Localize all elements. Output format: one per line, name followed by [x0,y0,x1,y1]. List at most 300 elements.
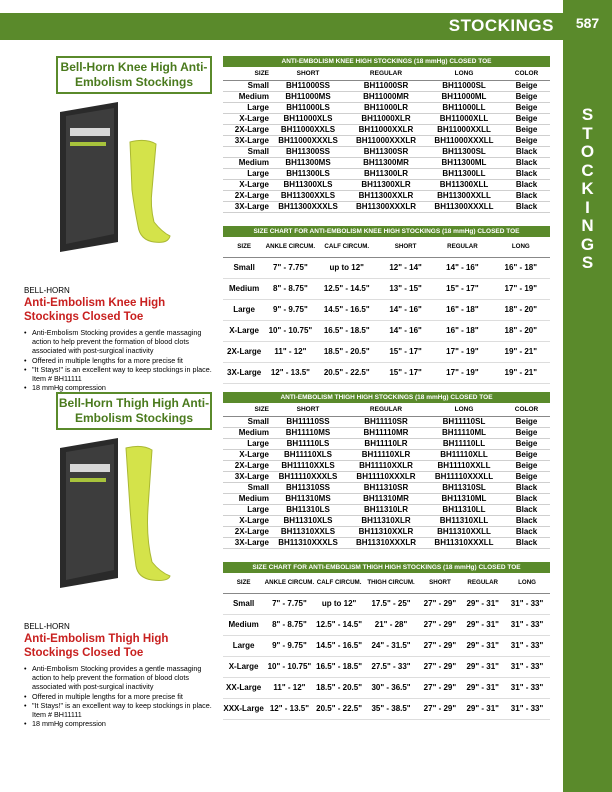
order-cell: Beige [503,417,550,428]
order-cell: Small [223,483,269,494]
order-cell: 2X-Large [223,527,269,538]
side-letter: N [581,216,594,235]
order-cell: BH11000XXXLS [269,136,347,147]
size-cell: 12" - 14" [378,257,433,278]
size-cell: 27" - 29" [419,698,462,719]
order-cell: X-Large [223,516,269,527]
order-cell: BH11310ML [425,494,503,505]
order-cell: BH11110XXLS [269,461,347,472]
feature-item: • 18 mmHg compression [24,383,214,392]
order-header-cell: LONG [425,403,503,417]
feature-list [24,664,214,728]
order-cell: BH11000SL [425,81,503,92]
order-cell: Large [223,505,269,516]
size-cell: 7" - 7.75" [264,593,314,614]
size-chart-caption: SIZE CHART FOR ANTI-EMBOLISM THIGH HIGH STOCKINGS (18 mmHg) CLOSED TOE [223,562,550,573]
size-cell: 27.5" - 33" [364,656,419,677]
order-cell: BH11300LL [425,169,503,180]
order-cell: 2X-Large [223,461,269,472]
order-cell: BH11310LL [425,505,503,516]
size-cell: 8" - 8.75" [264,614,314,635]
order-row [223,103,550,114]
order-header-cell: COLOR [503,67,550,81]
product-image [56,438,174,593]
size-cell: 18" - 20" [492,299,550,320]
order-cell: BH11110XXXLS [269,472,347,483]
order-cell: 2X-Large [223,191,269,202]
order-cell: BH11310XXLL [425,527,503,538]
order-cell: BH11310XXXLL [425,538,503,549]
order-cell: 3X-Large [223,538,269,549]
order-cell: BH11000LL [425,103,503,114]
size-header-cell: CALF CIRCUM. [316,237,378,257]
order-cell: BH11110XXXLR [347,472,425,483]
size-cell: Large [223,299,265,320]
order-cell: BH11110MS [269,428,347,439]
order-cell: BH11310XXXLS [269,538,347,549]
order-cell: BH11310XXLS [269,527,347,538]
order-cell: Large [223,169,269,180]
size-cell: 3X-Large [223,362,265,383]
order-caption: ANTI-EMBOLISM THIGH HIGH STOCKINGS (18 mmHg) CLOSED TOE [223,392,550,403]
size-cell: 31" - 33" [504,656,550,677]
size-cell: 31" - 33" [504,698,550,719]
size-cell: 20.5" - 22.5" [316,362,378,383]
order-row [223,191,550,202]
order-header-cell: COLOR [503,403,550,417]
size-header-cell: CALF CIRCUM. [315,573,364,593]
order-cell: Black [503,483,550,494]
order-cell: Beige [503,461,550,472]
brand-label: BELL-HORN [24,622,70,631]
size-header-cell: SIZE [223,237,265,257]
size-row [223,614,550,635]
size-row [223,635,550,656]
order-cell: BH11110XXLR [347,461,425,472]
size-chart-table [223,562,550,720]
order-cell: Medium [223,158,269,169]
size-cell: Medium [223,614,264,635]
product-box-image [56,438,174,588]
order-header-cell: SIZE [223,403,269,417]
section-title: STOCKINGS [448,16,554,35]
order-caption-row [223,392,550,403]
size-cell: 10" - 10.75" [264,656,314,677]
size-chart-caption: SIZE CHART FOR ANTI-EMBOLISM KNEE HIGH STOCKINGS (18 mmHg) CLOSED TOE [223,226,550,237]
product-title: Bell-Horn Thigh High Anti-Embolism Stockings [56,392,212,430]
order-cell: BH11110SR [347,417,425,428]
order-cell: BH11300XXLR [347,191,425,202]
order-cell: Black [503,494,550,505]
order-row [223,158,550,169]
feature-list [24,328,214,392]
order-cell: BH11000SR [347,81,425,92]
order-cell: Beige [503,472,550,483]
size-cell: 7" - 7.75" [265,257,315,278]
order-cell: BH11310MS [269,494,347,505]
size-row [223,278,550,299]
order-row [223,428,550,439]
size-cell: 14" - 16" [433,257,491,278]
order-cell: Beige [503,81,550,92]
order-cell: Black [503,202,550,213]
size-cell: Small [223,257,265,278]
order-cell: Black [503,180,550,191]
product-image [56,102,174,257]
feature-item: • Offered in multiple lengths for a more precise fit [24,356,214,365]
order-cell: BH11110LL [425,439,503,450]
order-cell: BH11000XXXLR [347,136,425,147]
size-cell: 14" - 16" [378,299,433,320]
size-cell: 27" - 29" [419,656,462,677]
size-cell: 24" - 31.5" [364,635,419,656]
size-caption-row [223,226,550,237]
order-cell: Black [503,516,550,527]
order-cell: Beige [503,136,550,147]
size-row [223,299,550,320]
order-cell: BH11110LR [347,439,425,450]
order-cell: BH11000MS [269,92,347,103]
order-cell: BH11300XXXLS [269,202,347,213]
order-row [223,417,550,428]
order-header-cell: REGULAR [347,403,425,417]
size-cell: 17" - 19" [492,278,550,299]
size-cell: 19" - 21" [492,341,550,362]
size-cell: 27" - 29" [419,614,462,635]
size-cell: 16.5" - 18.5" [315,656,364,677]
order-table [223,392,550,549]
order-row [223,483,550,494]
size-cell: 17.5" - 25" [364,593,419,614]
order-cell: Large [223,103,269,114]
order-cell: BH11310XXXLR [347,538,425,549]
vertical-section-label [563,106,612,273]
order-cell: BH11310LS [269,505,347,516]
size-cell: 27" - 29" [419,635,462,656]
size-cell: 12" - 13.5" [265,362,315,383]
size-cell: 31" - 33" [504,635,550,656]
size-cell: 10" - 10.75" [265,320,315,341]
size-cell: 11" - 12" [265,341,315,362]
size-cell: XX-Large [223,677,264,698]
order-cell: BH11310XXLR [347,527,425,538]
page-number: 587 [575,15,600,31]
size-cell: 20.5" - 22.5" [315,698,364,719]
order-row [223,136,550,147]
size-header-row [223,237,550,257]
order-cell: BH11110LS [269,439,347,450]
size-row [223,362,550,383]
order-cell: BH11310XLR [347,516,425,527]
size-cell: 8" - 8.75" [265,278,315,299]
size-row [223,257,550,278]
feature-item: • Anti-Embolism Stocking provides a gentle massaging action to help prevent the formation of blood clots associated with post-surgical inactivity [24,328,214,356]
size-cell: X-Large [223,320,265,341]
order-cell: BH11300XXXLR [347,202,425,213]
order-cell: BH11000MR [347,92,425,103]
size-cell: 14" - 16" [378,320,433,341]
order-cell: BH11300SL [425,147,503,158]
order-cell: Small [223,147,269,158]
side-letter: C [581,160,594,180]
size-cell: 31" - 33" [504,593,550,614]
section-sidebar [563,0,612,792]
order-cell: BH11110SS [269,417,347,428]
order-row [223,516,550,527]
size-row [223,656,550,677]
order-cell: BH11310SS [269,483,347,494]
size-cell: 29" - 31" [461,635,504,656]
product-title: Bell-Horn Knee High Anti-Embolism Stockings [56,56,212,94]
size-header-cell: ANKLE CIRCUM. [264,573,314,593]
size-header-cell: THIGH CIRCUM. [364,573,419,593]
size-caption-row [223,562,550,573]
size-header-cell: SIZE [223,573,264,593]
order-header-cell: SIZE [223,67,269,81]
order-cell: X-Large [223,180,269,191]
order-cell: BH11000XXLR [347,125,425,136]
order-row [223,92,550,103]
size-row [223,593,550,614]
size-cell: 31" - 33" [504,614,550,635]
order-caption-row [223,56,550,67]
size-cell: 15" - 17" [378,362,433,383]
order-cell: Black [503,538,550,549]
order-cell: BH11110ML [425,428,503,439]
order-cell: Beige [503,450,550,461]
order-cell: Beige [503,103,550,114]
order-cell: Medium [223,428,269,439]
order-row [223,81,550,92]
size-cell: XXX-Large [223,698,264,719]
order-cell: BH11310XLL [425,516,503,527]
order-cell: Black [503,191,550,202]
section-header-bar [0,13,563,40]
order-table [223,56,550,213]
size-cell: Small [223,593,264,614]
size-cell: 17" - 19" [433,362,491,383]
order-row [223,202,550,213]
order-cell: Black [503,158,550,169]
order-cell: BH11000ML [425,92,503,103]
size-cell: 19" - 21" [492,362,550,383]
size-header-cell: ANKLE CIRCUM. [265,237,315,257]
order-cell: 3X-Large [223,136,269,147]
order-cell: Large [223,439,269,450]
order-cell: Beige [503,439,550,450]
order-cell: BH11000XLL [425,114,503,125]
size-cell: 15" - 17" [433,278,491,299]
order-cell: Small [223,81,269,92]
order-cell: BH11310SL [425,483,503,494]
order-row [223,450,550,461]
order-cell: BH11110XLL [425,450,503,461]
order-cell: BH11300MR [347,158,425,169]
product-name: Anti-Embolism Thigh High Stockings Closed Toe [24,633,169,659]
order-cell: X-Large [223,114,269,125]
size-cell: 35" - 38.5" [364,698,419,719]
product-box-image [56,102,174,252]
size-cell: 2X-Large [223,341,265,362]
size-cell: 29" - 31" [461,677,504,698]
size-header-row [223,573,550,593]
order-row [223,125,550,136]
size-cell: 29" - 31" [461,614,504,635]
order-row [223,472,550,483]
order-header-cell: SHORT [269,67,347,81]
order-cell: Beige [503,125,550,136]
order-cell: Beige [503,92,550,103]
size-cell: 29" - 31" [461,698,504,719]
order-cell: BH11000SS [269,81,347,92]
size-header-cell: SHORT [378,237,433,257]
order-cell: BH11300MS [269,158,347,169]
feature-item: • "It Stays!" is an excellent way to keep stockings in place. Item # BH11111 [24,701,214,719]
order-cell: Beige [503,428,550,439]
order-cell: BH11300XLS [269,180,347,191]
size-cell: Medium [223,278,265,299]
size-row [223,341,550,362]
order-cell: BH11000XXLL [425,125,503,136]
size-cell: 21" - 28" [364,614,419,635]
size-cell: up to 12" [316,257,378,278]
order-cell: Beige [503,114,550,125]
order-header-cell: LONG [425,67,503,81]
order-cell: Small [223,417,269,428]
order-cell: BH11300LS [269,169,347,180]
order-cell: BH11000XLR [347,114,425,125]
size-header-cell: LONG [504,573,550,593]
order-cell: BH11300LR [347,169,425,180]
size-cell: 12.5" - 14.5" [316,278,378,299]
order-cell: BH11310SR [347,483,425,494]
order-cell: BH11300ML [425,158,503,169]
order-cell: BH11110XLS [269,450,347,461]
order-row [223,461,550,472]
order-cell: X-Large [223,450,269,461]
order-cell: Medium [223,92,269,103]
order-row [223,538,550,549]
side-letter: G [580,234,595,254]
size-cell: 17" - 19" [433,341,491,362]
size-cell: 30" - 36.5" [364,677,419,698]
order-row [223,505,550,516]
size-header-cell: LONG [492,237,550,257]
size-cell: 11" - 12" [264,677,314,698]
size-cell: 13" - 15" [378,278,433,299]
order-cell: BH11000LR [347,103,425,114]
order-cell: BH11000XLS [269,114,347,125]
size-cell: 18.5" - 20.5" [316,341,378,362]
size-cell: 31" - 33" [504,677,550,698]
feature-item: • Offered in multiple lengths for a more precise fit [24,692,214,701]
size-cell: 9" - 9.75" [264,635,314,656]
side-letter: I [585,197,590,217]
size-cell: X-Large [223,656,264,677]
size-cell: 12.5" - 14.5" [315,614,364,635]
order-cell: Black [503,505,550,516]
order-cell: BH11300SR [347,147,425,158]
order-cell: Black [503,147,550,158]
side-letter: T [582,123,593,143]
feature-item: • "It Stays!" is an excellent way to keep stockings in place. Item # BH11111 [24,365,214,383]
size-chart-table [223,226,550,384]
size-cell: Large [223,635,264,656]
size-cell: 9" - 9.75" [265,299,315,320]
size-cell: 14.5" - 16.5" [315,635,364,656]
order-header-cell: REGULAR [347,67,425,81]
size-cell: 27" - 29" [419,593,462,614]
order-caption: ANTI-EMBOLISM KNEE HIGH STOCKINGS (18 mmHg) CLOSED TOE [223,56,550,67]
feature-item: • 18 mmHg compression [24,719,214,728]
order-cell: Black [503,169,550,180]
size-cell: 16" - 18" [433,299,491,320]
size-cell: 27" - 29" [419,677,462,698]
size-row [223,320,550,341]
size-cell: 16" - 18" [433,320,491,341]
order-cell: BH11300XLL [425,180,503,191]
order-cell: BH11000XXXLL [425,136,503,147]
product-name: Anti-Embolism Knee High Stockings Closed Toe [24,297,166,323]
feature-item: • Anti-Embolism Stocking provides a gentle massaging action to help prevent the formation of blood clots associated with post-surgical inactivity [24,664,214,692]
size-cell: 16.5" - 18.5" [316,320,378,341]
order-cell: BH11310XLS [269,516,347,527]
order-row [223,147,550,158]
order-row [223,114,550,125]
size-cell: 29" - 31" [461,656,504,677]
order-cell: Medium [223,494,269,505]
order-row [223,439,550,450]
order-cell: BH11300XXXLL [425,202,503,213]
size-header-cell: REGULAR [433,237,491,257]
size-row [223,698,550,719]
order-header-cell: SHORT [269,403,347,417]
size-cell: 14.5" - 16.5" [316,299,378,320]
order-row [223,169,550,180]
order-cell: 3X-Large [223,472,269,483]
order-cell: BH11300SS [269,147,347,158]
order-cell: BH11110MR [347,428,425,439]
side-letter: O [580,142,595,161]
size-header-cell: SHORT [419,573,462,593]
order-header-row [223,403,550,417]
order-cell: BH11310MR [347,494,425,505]
size-cell: up to 12" [315,593,364,614]
order-cell: BH11110XXLL [425,461,503,472]
size-cell: 12" - 13.5" [264,698,314,719]
size-cell: 29" - 31" [461,593,504,614]
order-header-row [223,67,550,81]
side-letter: K [581,179,594,198]
side-letter: S [581,105,594,124]
order-cell: BH11000LS [269,103,347,114]
order-cell: BH11110XLR [347,450,425,461]
size-header-cell: REGULAR [461,573,504,593]
order-row [223,180,550,191]
size-cell: 18" - 20" [492,320,550,341]
side-letter: S [581,253,594,272]
order-cell: 3X-Large [223,202,269,213]
size-cell: 16" - 18" [492,257,550,278]
order-cell: 2X-Large [223,125,269,136]
brand-label: BELL-HORN [24,286,70,295]
order-row [223,527,550,538]
order-cell: BH11110XXXLL [425,472,503,483]
order-cell: BH11300XXLS [269,191,347,202]
order-cell: BH11310LR [347,505,425,516]
order-row [223,494,550,505]
order-cell: BH11300XLR [347,180,425,191]
